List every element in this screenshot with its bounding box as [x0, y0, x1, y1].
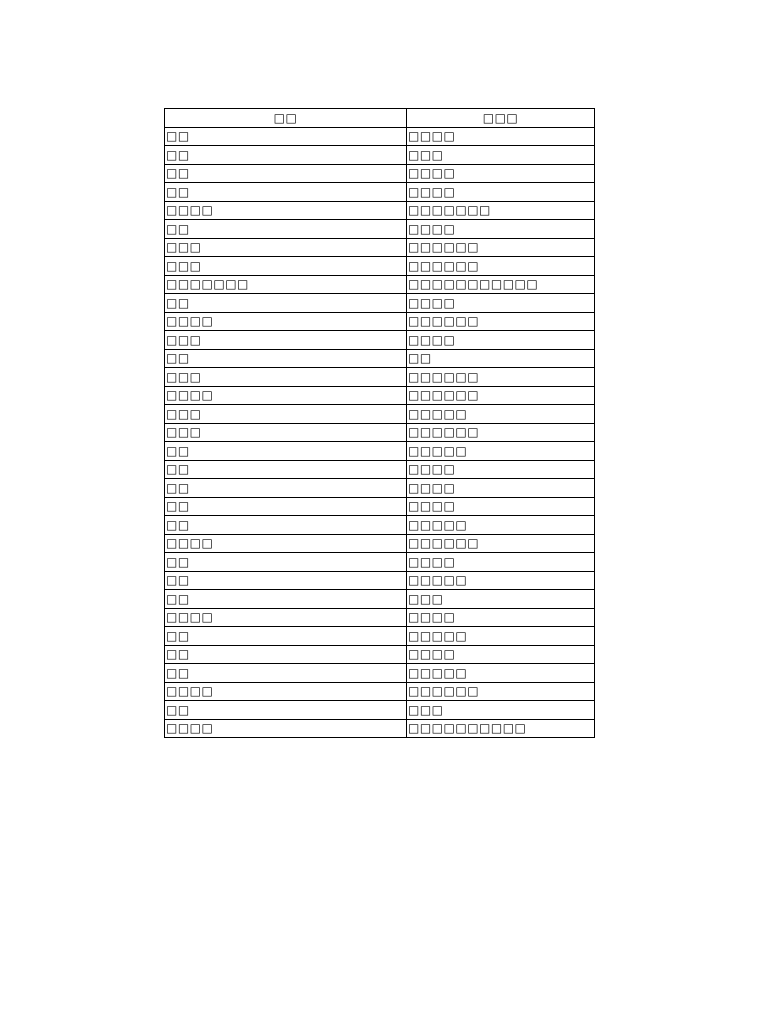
cell-column-1: □□ [165, 460, 407, 479]
cell-column-2: □□□□□□ [407, 238, 595, 257]
cell-column-1: □□□□ [165, 682, 407, 701]
column-header-1: □□ [165, 109, 407, 128]
table-row [165, 516, 595, 535]
table-row [165, 349, 595, 368]
cell-column-2: □□□□ [407, 497, 595, 516]
table-row [165, 368, 595, 387]
cell-column-1: □□ [165, 127, 407, 146]
cell-column-1: □□□□ [165, 534, 407, 553]
cell-column-1: □□ [165, 627, 407, 646]
cell-column-2: □□□□ [407, 164, 595, 183]
table-row [165, 460, 595, 479]
table-row [165, 553, 595, 572]
table-row [165, 497, 595, 516]
table-row [165, 479, 595, 498]
cell-column-1: □□ [165, 183, 407, 202]
cell-column-2: □□□□□□ [407, 534, 595, 553]
cell-column-1: □□□ [165, 257, 407, 276]
cell-column-2: □□□□□ [407, 442, 595, 461]
cell-column-1: □□ [165, 645, 407, 664]
table-row [165, 127, 595, 146]
cell-column-1: □□ [165, 516, 407, 535]
table-row [165, 405, 595, 424]
table-row [165, 312, 595, 331]
table-row [165, 423, 595, 442]
cell-column-1: □□ [165, 664, 407, 683]
table-row [165, 238, 595, 257]
cell-column-1: □□□ [165, 405, 407, 424]
cell-column-2: □□□□ [407, 479, 595, 498]
cell-column-1: □□□□ [165, 386, 407, 405]
cell-column-2: □□□□□□□□□□ [407, 719, 595, 738]
cell-column-2: □□□□□□ [407, 312, 595, 331]
cell-column-1: □□□ [165, 368, 407, 387]
table-row [165, 534, 595, 553]
cell-column-2: □□□□ [407, 127, 595, 146]
table-row [165, 386, 595, 405]
cell-column-1: □□ [165, 479, 407, 498]
cell-column-2: □□□□ [407, 183, 595, 202]
cell-column-1: □□ [165, 349, 407, 368]
cell-column-2: □□□□ [407, 645, 595, 664]
table-row [165, 201, 595, 220]
cell-column-1: □□ [165, 571, 407, 590]
cell-column-1: □□ [165, 590, 407, 609]
table-row [165, 590, 595, 609]
cell-column-2: □□□□ [407, 553, 595, 572]
cell-column-1: □□ [165, 553, 407, 572]
cell-column-2: □□□ [407, 146, 595, 165]
cell-column-2: □□□□ [407, 331, 595, 350]
cell-column-1: □□ [165, 701, 407, 720]
table-row [165, 294, 595, 313]
table-body [165, 127, 595, 738]
table-header [165, 109, 595, 128]
cell-column-1: □□ [165, 497, 407, 516]
cell-column-2: □□□□□□ [407, 257, 595, 276]
table-row [165, 719, 595, 738]
table-row [165, 571, 595, 590]
cell-column-2: □□ [407, 349, 595, 368]
cell-column-1: □□□□□□□ [165, 275, 407, 294]
cell-column-2: □□□□ [407, 460, 595, 479]
cell-column-2: □□□□□□ [407, 386, 595, 405]
table-row [165, 664, 595, 683]
table-row [165, 183, 595, 202]
column-header-2: □□□ [407, 109, 595, 128]
table-row [165, 275, 595, 294]
table-row [165, 645, 595, 664]
cell-column-2: □□□□□□□ [407, 201, 595, 220]
cell-column-2: □□□ [407, 590, 595, 609]
cell-column-1: □□□□ [165, 719, 407, 738]
cell-column-2: □□□□ [407, 608, 595, 627]
cell-column-2: □□□□□□ [407, 368, 595, 387]
table-row [165, 164, 595, 183]
cell-column-2: □□□□□ [407, 516, 595, 535]
table-row [165, 442, 595, 461]
table-row [165, 257, 595, 276]
cell-column-2: □□□□□ [407, 627, 595, 646]
cell-column-1: □□□□ [165, 608, 407, 627]
cell-column-1: □□ [165, 164, 407, 183]
cell-column-1: □□ [165, 294, 407, 313]
cell-column-2: □□□□□□ [407, 682, 595, 701]
table-row [165, 608, 595, 627]
table-row [165, 627, 595, 646]
cell-column-2: □□□□□ [407, 571, 595, 590]
table-row [165, 331, 595, 350]
cell-column-2: □□□□□□□□□□□ [407, 275, 595, 294]
cell-column-2: □□□ [407, 701, 595, 720]
cell-column-1: □□ [165, 442, 407, 461]
cell-column-1: □□ [165, 220, 407, 239]
cell-column-2: □□□□ [407, 294, 595, 313]
table-row [165, 146, 595, 165]
cell-column-2: □□□□□ [407, 405, 595, 424]
cell-column-2: □□□□□□ [407, 423, 595, 442]
table-row [165, 220, 595, 239]
cell-column-1: □□□□ [165, 312, 407, 331]
cell-column-2: □□□□ [407, 220, 595, 239]
cell-column-1: □□□ [165, 238, 407, 257]
cell-column-2: □□□□□ [407, 664, 595, 683]
cell-column-1: □□□ [165, 423, 407, 442]
cell-column-1: □□□ [165, 331, 407, 350]
table-row [165, 682, 595, 701]
header-row [165, 109, 595, 128]
cell-column-1: □□ [165, 146, 407, 165]
data-table [164, 108, 595, 738]
cell-column-1: □□□□ [165, 201, 407, 220]
table-row [165, 701, 595, 720]
